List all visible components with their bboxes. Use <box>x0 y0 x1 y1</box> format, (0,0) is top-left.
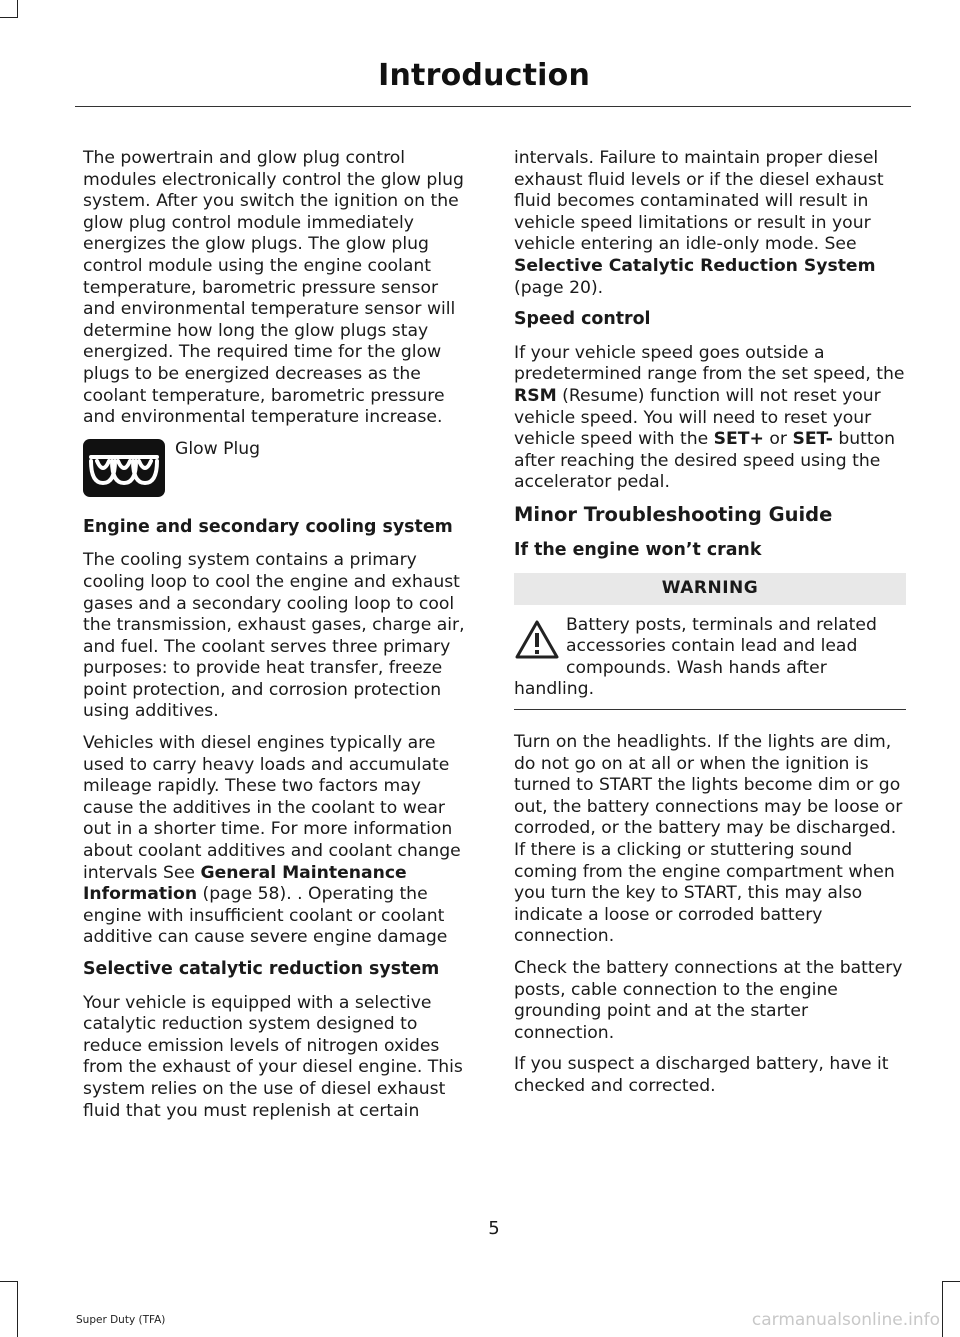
set-plus-label: SET+ <box>713 429 764 450</box>
crop-mark <box>942 1281 943 1337</box>
rsm-label: RSM <box>514 385 557 406</box>
heading-wont-crank: If the engine won’t crank <box>514 539 762 560</box>
text-span: (page 58). . Operating the engine with insufficient coolant or coolant additive can cause severe engine damage <box>83 884 448 948</box>
text-span: or <box>763 429 793 450</box>
glow-plug-symbol-row <box>83 439 475 499</box>
crop-mark <box>17 1281 18 1337</box>
heading-speed-control: Speed control <box>514 309 651 330</box>
glow-plug-paragraph: The powertrain and glow plug control modules electronically control the glow plug system. After you switch the ignition on the glow plug control module immediately energizes the glow plugs. The glow plug control module using the engine coolant temperature, barometric pressure sensor and environmental temperature sensor will determine how long the glow plugs stay energized. The required time for the glow plugs to be energized decreases as the coolant temperature, barometric pressure and environmental temperature increase. <box>83 148 464 428</box>
warning-text-tail: handling. <box>514 679 595 700</box>
glow-plug-icon <box>83 439 165 497</box>
scr-system-link[interactable]: Selective Catalytic Reduction System <box>514 255 876 276</box>
heading-scr-system: Selective catalytic reduction system <box>83 959 440 979</box>
battery-connections-paragraph: Check the battery connections at the battery posts, cable connection to the engine grounding point and at the starter connection. <box>514 958 903 1043</box>
text-span: intervals. Failure to maintain proper diesel exhaust fluid levels or if the diesel exhaust fluid becomes contaminated will result in vehicle speed limitations or result in your vehicle entering an idle-only mode. See <box>514 148 884 255</box>
scr-continued-paragraph <box>514 148 906 299</box>
warning-triangle-icon <box>514 619 560 661</box>
text-span: If your vehicle speed goes outside a predetermined range from the set speed, the <box>514 342 905 385</box>
coolant-additives-paragraph <box>83 733 475 949</box>
warning-box <box>514 573 906 710</box>
crop-mark <box>0 17 18 18</box>
text-span: button after reaching the desired speed using the accelerator pedal. <box>514 429 896 493</box>
footer-model: Super Duty (TFA) <box>76 1314 166 1326</box>
warning-text: Battery posts, terminals and related accessories contain lead and lead compounds. Wash hands after <box>566 614 877 678</box>
set-minus-label: SET- <box>792 429 833 450</box>
headlights-paragraph: Turn on the headlights. If the lights are dim, do not go on at all or when the ignition is turned to START the lights become dim or go out, the battery connections may be loose or corroded, or the battery may be discharged. If there is a clicking or stuttering sound coming from the engine compartment when you turn the key to START, this may also indicate a loose or corroded battery connection. <box>514 732 903 947</box>
scr-paragraph: Your vehicle is equipped with a selective catalytic reduction system designed to reduce emission levels of nitrogen oxides from the exhaust of your diesel engine. This system relies on the use of diesel exhaust fluid that you must replenish at certain <box>83 992 463 1121</box>
heading-troubleshooting: Minor Troubleshooting Guide <box>514 502 833 526</box>
right-column <box>514 148 906 1108</box>
crop-mark <box>942 1281 960 1282</box>
warning-title: WARNING <box>514 573 906 605</box>
discharged-battery-paragraph: If you suspect a discharged battery, have it checked and corrected. <box>514 1054 889 1096</box>
left-column <box>83 148 475 1132</box>
crop-mark <box>0 1281 18 1282</box>
text-span: Vehicles with diesel engines typically are used to carry heavy loads and accumulate mileage rapidly. These two factors may cause the additives in the coolant to wear out in a shorter time. For more information about coolant additives and coolant change intervals See <box>83 733 461 883</box>
cooling-paragraph: The cooling system contains a primary cooling loop to cool the engine and exhaust gases and a secondary cooling loop to cool the transmission, exhaust gases, charge air, and fuel. The coolant serves three primary purposes: to provide heat transfer, freeze point protection, and corrosion protection using additives. <box>83 550 465 722</box>
warning-body <box>514 615 906 701</box>
heading-cooling-system: Engine and secondary cooling system <box>83 516 453 537</box>
text-span: (page 20). <box>514 277 604 298</box>
watermark: carmanualsonline.info <box>751 1310 940 1330</box>
text-span: (Resume) function will not reset your vehicle speed. You will need to reset your vehicle speed with the <box>514 385 881 450</box>
crop-mark <box>17 0 18 18</box>
general-maintenance-link[interactable]: General Maintenance Information <box>83 862 407 905</box>
glow-plug-label: Glow Plug <box>175 438 261 459</box>
page-title: Introduction <box>378 58 590 93</box>
warning-divider <box>514 709 906 710</box>
header-divider <box>75 106 911 107</box>
speed-control-paragraph <box>514 343 906 494</box>
page-number: 5 <box>488 1218 500 1239</box>
